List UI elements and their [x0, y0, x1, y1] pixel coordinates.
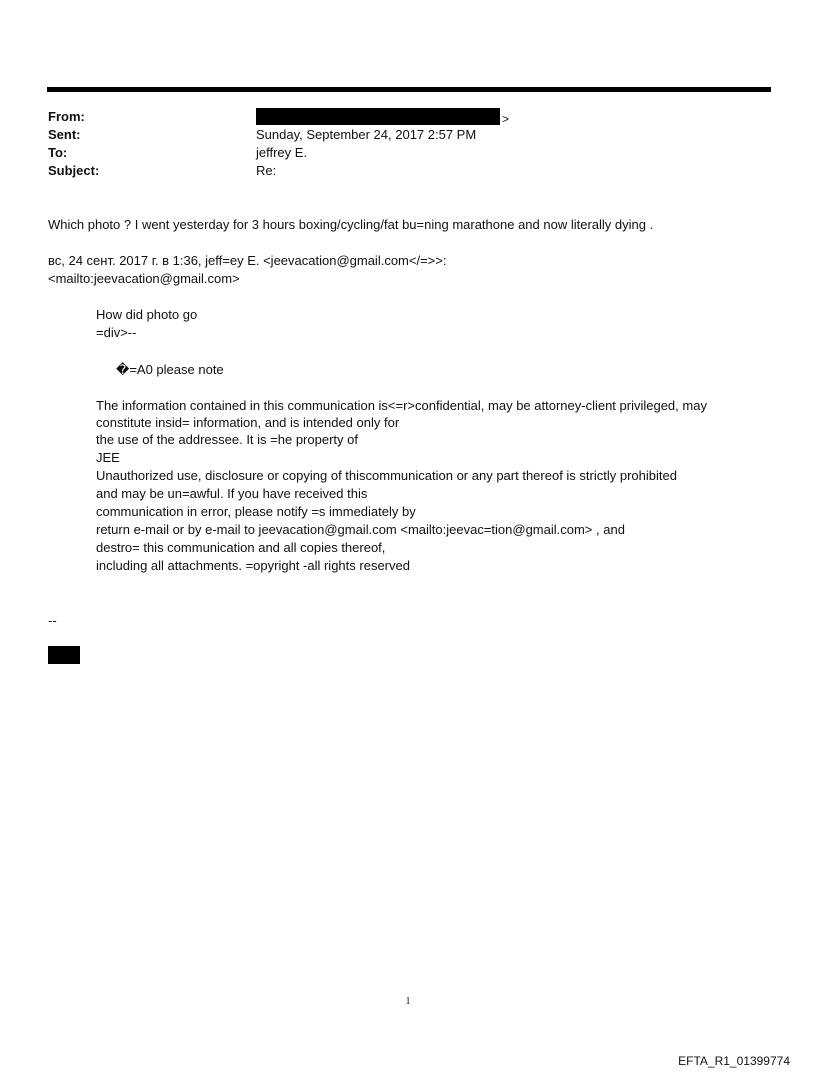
disclaimer-line: Unauthorized use, disclosure or copying of thiscommunication or any part thereof is strictly prohibited [96, 468, 677, 483]
quote-intro-mailto: <mailto:jeevacation@gmail.com> [48, 271, 240, 286]
sent-value: Sunday, September 24, 2017 2:57 PM [256, 127, 477, 142]
from-suffix: > [502, 112, 510, 126]
subject-value: Re: [256, 163, 277, 178]
subject-label: Subject: [48, 163, 100, 178]
disclaimer-line: The information contained in this communication is<=r>confidential, may be attorney-client privileged, may [96, 398, 707, 413]
quoted-line: =div>-- [96, 325, 137, 340]
header-rule [47, 87, 771, 92]
disclaimer-line: JEE [96, 450, 120, 465]
to-label: To: [48, 145, 68, 160]
signature-redaction [48, 646, 80, 664]
quoted-note: �=A0 please note [116, 362, 224, 377]
quoted-line: How did photo go [96, 307, 198, 322]
signature-separator: -- [48, 613, 57, 628]
page-number: 1 [405, 996, 411, 1007]
disclaimer-line: return e-mail or by e-mail to jeevacation@gmail.com <mailto:jeevac=tion@gmail.com> , and [96, 522, 625, 537]
redaction-block [256, 108, 500, 125]
disclaimer-line: the use of the addressee. It is =he property of [96, 432, 358, 447]
disclaimer-line: including all attachments. =opyright -all rights reserved [96, 558, 410, 573]
from-label: From: [48, 109, 85, 124]
disclaimer-line: communication in error, please notify =s immediately by [96, 504, 416, 519]
to-value: jeffrey E. [256, 145, 308, 160]
sent-label: Sent: [48, 127, 81, 142]
disclaimer-line: constitute insid= information, and is intended only for [96, 415, 400, 430]
disclaimer-line: and may be un=awful. If you have received this [96, 486, 368, 501]
reply-text: Which photo ? I went yesterday for 3 hours boxing/cycling/fat bu=ning marathone and now literally dying . [48, 217, 654, 232]
bates-number: EFTA_R1_01399774 [678, 1054, 790, 1068]
quote-intro: вс, 24 сент. 2017 г. в 1:36, jeff=ey E. <jeevacation@gmail.com</=>>: [48, 253, 447, 268]
disclaimer-line: destro= this communication and all copies thereof, [96, 540, 386, 555]
